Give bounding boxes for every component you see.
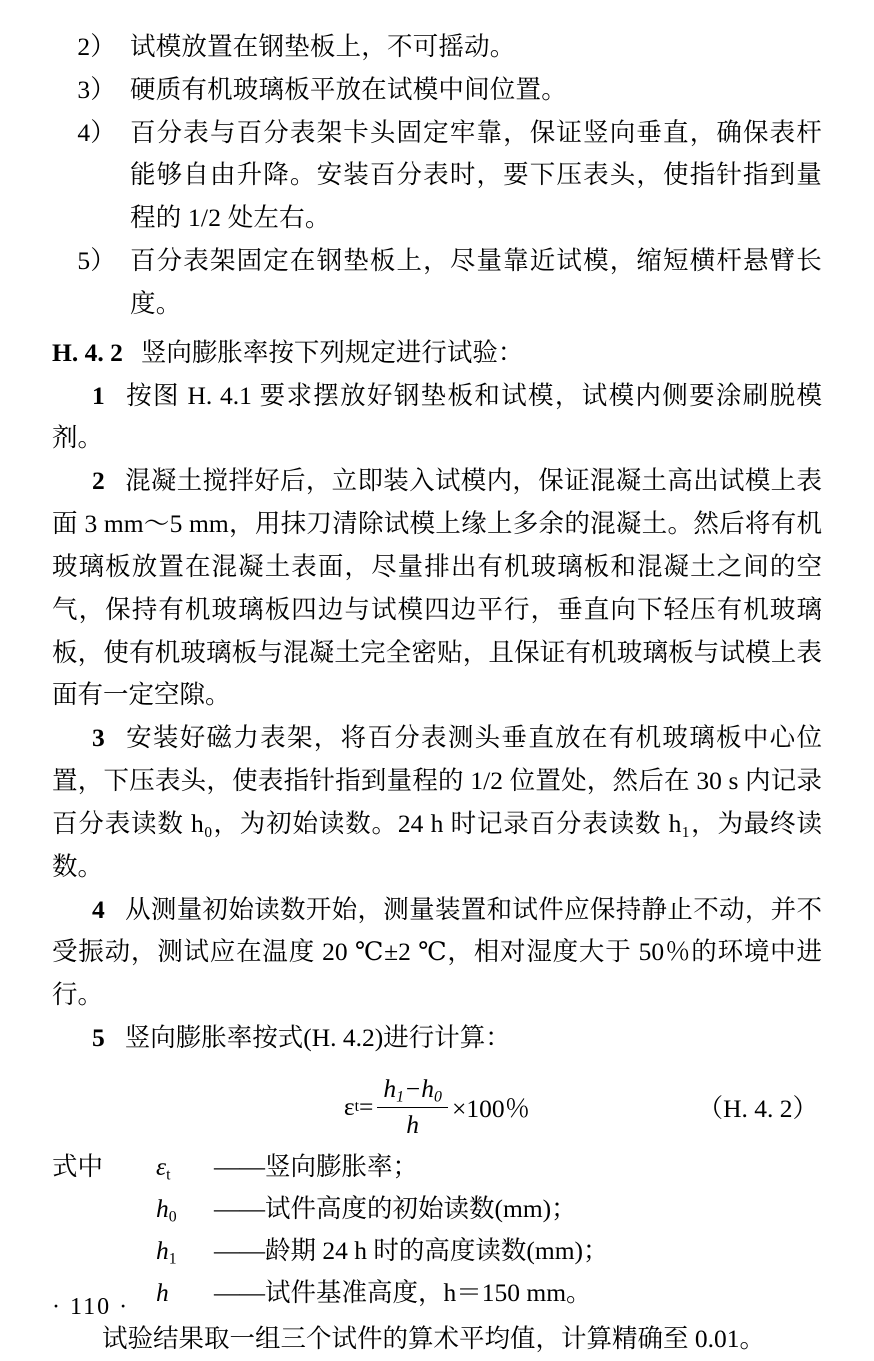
where-row	[52, 1146, 822, 1188]
step-paragraph-1	[52, 375, 822, 461]
where-symbol	[156, 1146, 214, 1188]
where-definition	[214, 1146, 822, 1187]
where-symbol	[156, 1188, 214, 1230]
list-item	[52, 69, 822, 112]
where-dash: ——	[214, 1236, 265, 1266]
where-definition-text: 试件高度的初始读数(mm)；	[265, 1194, 577, 1224]
where-symbol-subscript: 1	[168, 1250, 177, 1268]
formula-row	[52, 1074, 822, 1140]
step-paragraph-2	[52, 460, 822, 717]
step-paragraph-3	[52, 717, 822, 888]
where-symbol-subscript: 0	[168, 1208, 177, 1226]
formula-lhs-symbol: ε	[343, 1092, 355, 1122]
where-row	[52, 1188, 822, 1230]
page-number: · 110 ·	[52, 1294, 130, 1320]
step-number: 5	[92, 1023, 105, 1053]
numerator-second-subscript: 0	[434, 1088, 442, 1106]
clause-number: H. 4. 2	[52, 337, 123, 367]
list-item-marker: 2）	[77, 32, 116, 61]
step-paragraph-5	[52, 1017, 822, 1060]
numerator-first-symbol: h	[383, 1073, 397, 1103]
where-row	[52, 1230, 822, 1272]
numerator-minus: −	[404, 1073, 422, 1103]
formula-denominator: h	[406, 1110, 420, 1140]
formula-lhs-subscript: t	[354, 1098, 360, 1116]
step-paragraph-4	[52, 889, 822, 1017]
formula-multiplier: ×100％	[451, 1094, 531, 1124]
list-item-marker: 5）	[77, 246, 116, 276]
where-symbol-subscript: t	[166, 1166, 171, 1184]
step-number: 2	[92, 466, 105, 496]
where-definition-text: 试件基准高度，h＝150 mm。	[265, 1278, 592, 1308]
step-text: 安装好磁力表架，将百分表测头垂直放在有机玻璃板中心位置，下压表头，使表指针指到量程的 1/2 位置处，然后在 30 s 内记录百分表读数 h₀，为初始读数。24 h 时记录百分表读数 h₁，为最终读数。	[52, 723, 822, 881]
list-item-text: 百分表与百分表架卡头固定牢靠，保证竖向垂直，确保表杆能够自由升降。安装百分表时，要下压表头，使指针指到量程的 1/2 处左右。	[130, 117, 822, 233]
formula-equals: =	[359, 1092, 374, 1122]
list-item-marker: 3）	[77, 74, 116, 104]
list-item	[52, 26, 822, 69]
numerator-second-symbol: h	[421, 1073, 435, 1103]
where-symbol	[156, 1272, 214, 1314]
where-dash: ——	[214, 1194, 265, 1224]
step-number: 1	[92, 380, 105, 410]
numerator-first-subscript: 1	[396, 1088, 405, 1106]
where-definition	[214, 1272, 822, 1313]
formula-numerator	[377, 1074, 448, 1108]
where-definition-text: 竖向膨胀率；	[265, 1152, 419, 1182]
step-number: 4	[92, 894, 105, 924]
where-definition	[214, 1230, 822, 1271]
numbered-list	[52, 26, 822, 326]
list-item-text: 百分表架固定在钢垫板上，尽量靠近试模，缩短横杆悬臂长度。	[130, 246, 822, 318]
where-dash: ——	[214, 1152, 265, 1182]
where-dash: ——	[214, 1278, 265, 1308]
where-label: 式中	[52, 1152, 104, 1182]
where-row	[52, 1272, 822, 1314]
clause-heading	[52, 332, 822, 375]
step-text: 混凝土搅拌好后，立即装入试模内，保证混凝土高出试模上表面 3 mm～5 mm，用抹刀清除试模上缘上多余的混凝土。然后将有机玻璃板放置在混凝土表面，尽量排出有机玻璃板和混凝土之间的空气，保持有机玻璃板四边与试模四边平行，垂直向下轻压有机玻璃板，使有机玻璃板与混凝土完全密贴，且保证有机玻璃板与试模上表面有一定空隙。	[52, 466, 822, 710]
step-text: 竖向膨胀率按式(H. 4.2)进行计算：	[124, 1023, 511, 1053]
clause-text: 竖向膨胀率按下列规定进行试验：	[140, 337, 524, 367]
formula-expression	[344, 1074, 530, 1140]
list-item	[52, 240, 822, 326]
step-number: 3	[92, 723, 105, 753]
formula-tag: （H. 4. 2）	[697, 1094, 818, 1124]
list-item-text: 硬质有机玻璃板平放在试模中间位置。	[130, 74, 567, 104]
where-definition-text: 龄期 24 h 时的高度读数(mm)；	[265, 1236, 609, 1266]
where-definition	[214, 1188, 822, 1229]
where-block	[52, 1146, 822, 1314]
list-item	[52, 112, 822, 240]
step-text: 按图 H. 4.1 要求摆放好钢垫板和试模，试模内侧要涂刷脱模剂。	[52, 380, 822, 453]
formula-fraction	[377, 1074, 448, 1140]
closing-paragraph: 试验结果取一组三个试件的算术平均值，计算精确至 0.01。	[102, 1324, 766, 1354]
list-item-text: 试模放置在钢垫板上，不可摇动。	[130, 32, 516, 61]
step-text: 从测量初始读数开始，测量装置和试件应保持静止不动，并不受振动，测试应在温度 20 ℃±2 ℃，相对湿度大于 50％的环境中进行。	[52, 894, 822, 1010]
where-symbol	[156, 1230, 214, 1272]
where-symbol-text: ε	[156, 1152, 167, 1182]
list-item-marker: 4）	[77, 117, 116, 147]
where-symbol-text: h	[156, 1278, 169, 1308]
where-symbol-text: h	[156, 1194, 169, 1224]
where-symbol-text: h	[156, 1236, 169, 1266]
